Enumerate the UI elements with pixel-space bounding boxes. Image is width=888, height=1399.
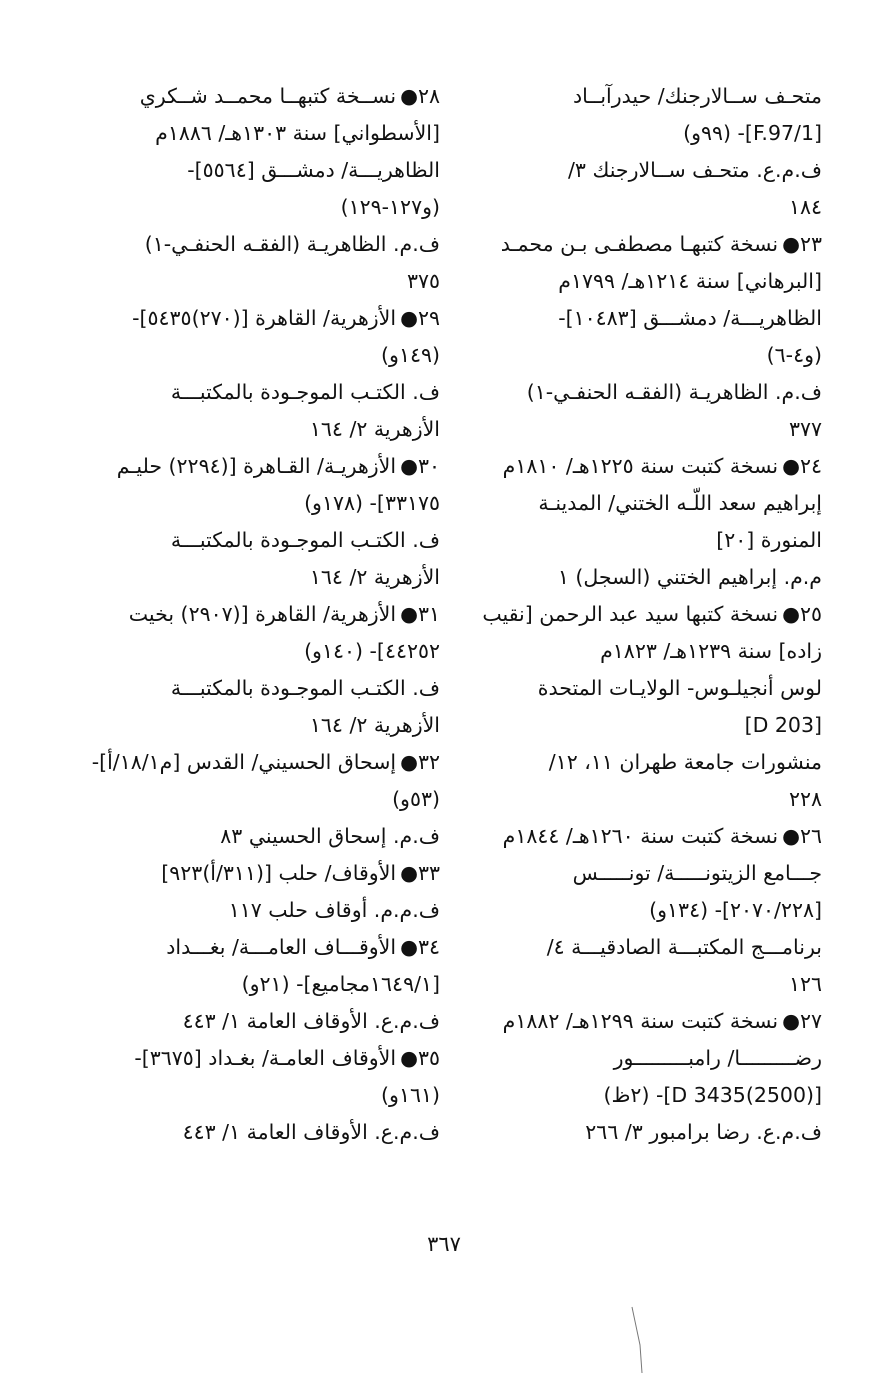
page-number: ٣٦٧ <box>427 1232 461 1256</box>
entry-line: [٢٠٧٠/٢٢٨]- (١٣٤و) <box>649 898 822 922</box>
bibliography-entry <box>88 596 440 744</box>
entry-line: ١٨٤ <box>788 195 822 219</box>
right-column <box>472 78 822 1151</box>
bibliography-entry <box>88 448 440 596</box>
entry-line: (١٦١و) <box>381 1083 440 1107</box>
entry-line-text: الأزهرية/ القاهرة [(٢٧٠)٥٤٣٥]- <box>132 306 397 330</box>
entry-number: ٢٥● <box>782 602 822 626</box>
entry-first-line <box>88 929 440 966</box>
entry-line: منشورات جامعة طهران ١١، ١٢/ <box>548 750 822 774</box>
entry-line: متحـف ســالارجنك/ حيدرآبــاد <box>572 84 822 108</box>
entry-line: الأزهرية ٢/ ١٦٤ <box>309 713 440 737</box>
entry-line: ف.م. الظاهريـة (الفقـه الحنفـي-١) <box>144 232 440 256</box>
entry-first-line <box>472 1003 822 1040</box>
entry-number: ٢٣● <box>782 232 822 256</box>
entry-line: ف. الكتـب الموجـودة بالمكتبـــة <box>170 380 440 404</box>
entry-first-line <box>472 596 822 633</box>
entry-line-text: نسخة كتبت سنة ١٢٦٠هـ/ ١٨٤٤م <box>502 824 779 848</box>
entry-number: ٣٥● <box>400 1046 440 1070</box>
entry-line-text: نسخة كتبهـا مصطفـى بـن محمـد <box>500 232 779 256</box>
entry-line: (١٤٩و) <box>381 343 440 367</box>
entry-line: لوس أنجيلـوس- الولايـات المتحدة <box>537 676 822 700</box>
bibliography-entry <box>88 78 440 300</box>
entry-first-line <box>472 226 822 263</box>
entry-line: الظاهريـــة/ دمشـــق [١٠٤٨٣]- <box>558 306 822 330</box>
entry-line: ٣٧٥ <box>406 269 440 293</box>
bibliography-entry <box>472 448 822 596</box>
entry-line: [D 3435(2500)]- (٢ظ) <box>603 1083 822 1107</box>
entry-line: برنامـــج المكتبـــة الصادقيـــة ٤/ <box>546 935 822 959</box>
entry-line: الأزهرية ٢/ ١٦٤ <box>309 565 440 589</box>
entry-line: ف.م.ع. الأوقاف العامة ١/ ٤٤٣ <box>182 1120 440 1144</box>
entry-line-text: الأوقاف/ حلب [(٣١١/أ)٩٢٣] <box>161 861 397 885</box>
entry-line: ف.م. إسحاق الحسيني ٨٣ <box>220 824 440 848</box>
entry-line: [F.97/1]- (٩٩و) <box>683 121 822 145</box>
bibliography-entry <box>88 744 440 855</box>
entry-line: ٤٤٢٥٢]- (١٤٠و) <box>304 639 440 663</box>
entry-line-text: نسخة كتبها سيد عبد الرحمن [نقيب <box>482 602 779 626</box>
entry-number: ٣٢● <box>400 750 440 774</box>
bibliography-entry <box>472 596 822 818</box>
bibliography-entry <box>472 1003 822 1151</box>
entry-line: (و١٢٧-١٢٩) <box>340 195 440 219</box>
entry-first-line <box>88 596 440 633</box>
entry-number: ٢٩● <box>400 306 440 330</box>
entry-line: إبراهيم سعد اللّـه الختني/ المدينـة <box>538 491 822 515</box>
entry-line-text: الأزهرية/ القاهرة [(٢٩٠٧) بخيت <box>128 602 397 626</box>
entry-line-text: نســخة كتبهــا محمــد شــكري <box>139 84 397 108</box>
entry-first-line <box>88 78 440 115</box>
entry-line: [D 203] <box>744 713 822 737</box>
entry-line: ٣٣١٧٥]- (١٧٨و) <box>304 491 440 515</box>
entry-line: ف.م.ع. متحـف ســالارجنك ٣/ <box>568 158 822 182</box>
entry-number: ٢٨● <box>400 84 440 108</box>
bibliography-entry <box>472 226 822 448</box>
bibliography-entry <box>88 855 440 929</box>
entry-line-text: الأوقـــاف العامـــة/ بغـــداد <box>166 935 397 959</box>
entry-line: ف.م.ع. الأوقاف العامة ١/ ٤٤٣ <box>182 1009 440 1033</box>
entry-number: ٣٤● <box>400 935 440 959</box>
entry-line: الظاهريـــة/ دمشـــق [٥٥٦٤]- <box>187 158 440 182</box>
entry-number: ٣٣● <box>400 861 440 885</box>
entry-line: ١٢٦ <box>788 972 822 996</box>
bibliography-entry <box>88 1040 440 1151</box>
entry-line: ف. الكتـب الموجـودة بالمكتبـــة <box>170 676 440 700</box>
entry-line: زاده] سنة ١٢٣٩هـ/ ١٨٢٣م <box>600 639 822 663</box>
entry-line: ٢٢٨ <box>788 787 822 811</box>
entry-line: ف.م. الظاهريـة (الفقـه الحنفـي-١) <box>526 380 822 404</box>
entry-line: [١٦٤٩/١مجاميع]- (٢١و) <box>241 972 440 996</box>
entry-line: (و٤-٦) <box>766 343 822 367</box>
bibliography-entry <box>472 818 822 1003</box>
entry-line: ف.م.ع. رضا برامبور ٣/ ٢٦٦ <box>585 1120 822 1144</box>
entry-number: ٣١● <box>400 602 440 626</box>
bibliography-entry <box>88 300 440 448</box>
entry-line-text: نسخة كتبت سنة ١٢٩٩هـ/ ١٨٨٢م <box>502 1009 779 1033</box>
entry-first-line <box>88 448 440 485</box>
entry-first-line <box>472 818 822 855</box>
bibliography-entry <box>88 929 440 1040</box>
entry-line: ف.م.م. أوقاف حلب ١١٧ <box>228 898 440 922</box>
entry-number: ٢٤● <box>782 454 822 478</box>
entry-first-line <box>88 300 440 337</box>
entry-line-text: الأوقاف العامـة/ بغـداد [٣٦٧٥]- <box>134 1046 397 1070</box>
entry-line: رضـــــــــا/ رامبـــــــــور <box>613 1046 822 1070</box>
entry-first-line <box>88 1040 440 1077</box>
entry-line: المنورة [٢٠] <box>716 528 822 552</box>
entry-line-text: إسحاق الحسيني/ القدس [م١٨/١/أ]- <box>91 750 397 774</box>
scan-artifact-mark <box>630 1305 650 1375</box>
entry-first-line <box>472 448 822 485</box>
entry-line-text: نسخة كتبت سنة ١٢٢٥هـ/ ١٨١٠م <box>502 454 779 478</box>
entry-line: م.م. إبراهيم الختني (السجل) ١ <box>557 565 822 589</box>
entry-number: ٢٧● <box>782 1009 822 1033</box>
entry-line: (٥٣و) <box>392 787 440 811</box>
entry-line-text: الأزهريـة/ القـاهرة [(٢٢٩٤) حليـم <box>116 454 397 478</box>
bibliography-entry <box>472 78 822 226</box>
entry-line: [البرهاني] سنة ١٢١٤هـ/ ١٧٩٩م <box>558 269 822 293</box>
entry-line: الأزهرية ٢/ ١٦٤ <box>309 417 440 441</box>
entry-line: ف. الكتـب الموجـودة بالمكتبـــة <box>170 528 440 552</box>
entry-number: ٢٦● <box>782 824 822 848</box>
entry-line: ٣٧٧ <box>788 417 822 441</box>
entry-line: جـــامع الزيتونـــــة/ تونـــــس <box>572 861 822 885</box>
entry-line: [الأسطواني] سنة ١٣٠٣هـ/ ١٨٨٦م <box>155 121 440 145</box>
entry-first-line <box>88 744 440 781</box>
entry-first-line <box>88 855 440 892</box>
left-column <box>88 78 440 1151</box>
entry-number: ٣٠● <box>400 454 440 478</box>
